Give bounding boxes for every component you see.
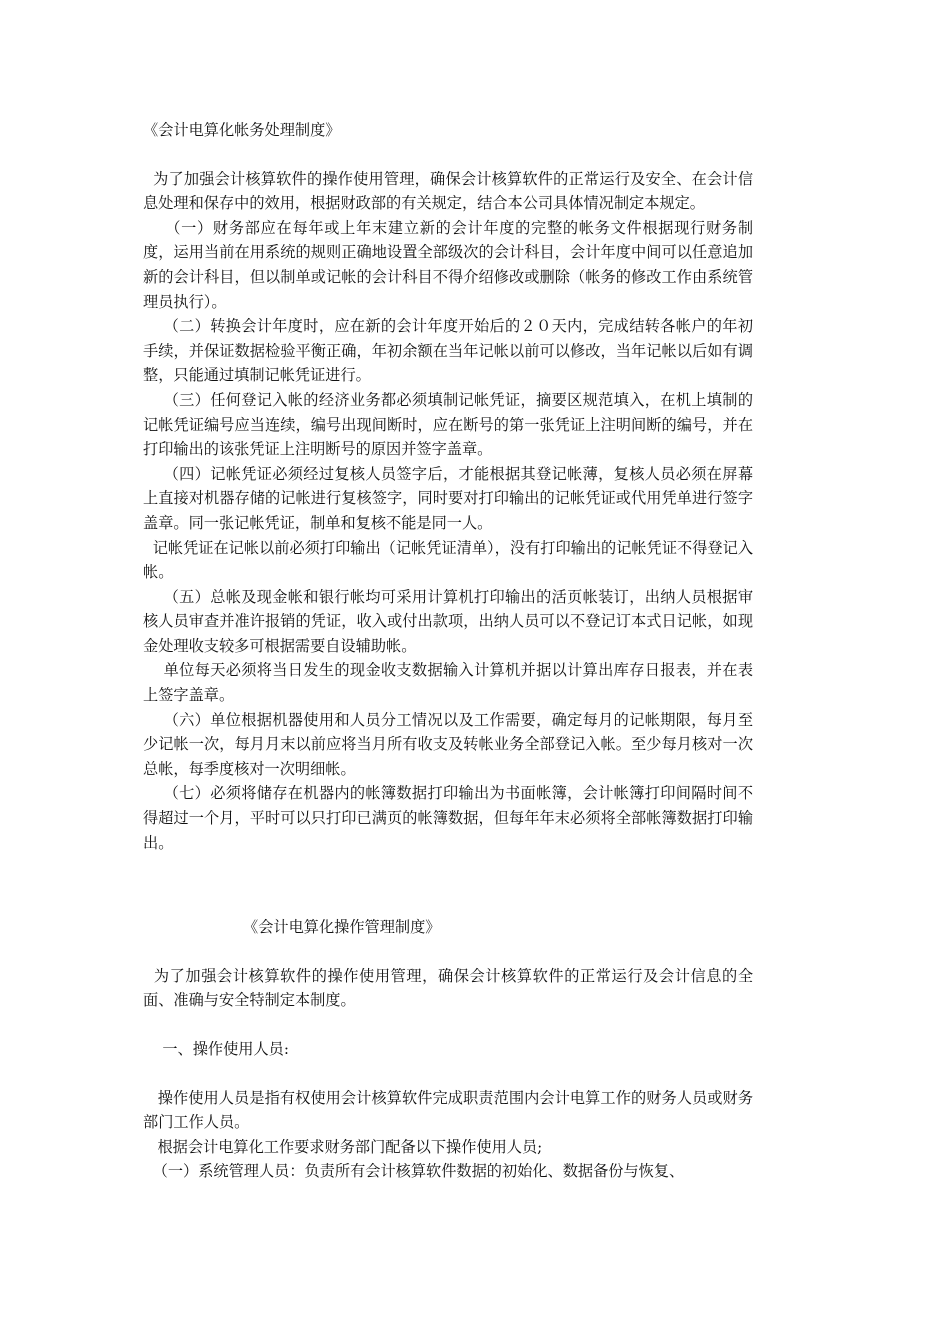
doc1-paragraph: （六）单位根据机器使用和人员分工情况以及工作需要，确定每月的记帐期限，每月至少记帐一次，每月月末以前应将当月所有收支及转帐业务全部登记入帐。至少每月核对一次总帐，每季度核对一次明细帐。 <box>143 710 754 778</box>
doc2-paragraph: 操作使用人员是指有权使用会计核算软件完成职责范围内会计电算工作的财务人员或财务部门工作人员。 <box>143 1088 753 1132</box>
doc1-title: 《会计电算化帐务处理制度》 <box>143 121 341 139</box>
doc2-section-heading: 一、操作使用人员: <box>143 1040 289 1058</box>
doc1-paragraph: 单位每天必须将当日发生的现金收支数据输入计算机并据以计算出库存日报表，并在表上签字盖章。 <box>143 661 754 705</box>
doc1-paragraph: （七）必须将储存在机器内的帐簿数据打印输出为书面帐簿，会计帐簿打印间隔时间不得超过一个月，平时可以只打印已满页的帐簿数据，但每年年末必须将全部帐簿数据打印输出。 <box>143 784 754 852</box>
doc1-paragraph: （三）任何登记入帐的经济业务都必须填制记帐凭证，摘要区规范填入，在机上填制的记帐凭证编号应当连续，编号出现间断时，应在断号的第一张凭证上注明间断的编号，并在打印输出的该张凭证上注明断号的原因并签字盖章。 <box>143 390 754 459</box>
doc1-paragraph: 为了加强会计核算软件的操作使用管理，确保会计核算软件的正常运行及安全、在会计信息处理和保存中的效用，根据财政部的有关规定，结合本公司具体情况制定本规定。 <box>143 169 754 213</box>
doc1-paragraph: 记帐凭证在记帐以前必须打印输出（记帐凭证清单），没有打印输出的记帐凭证不得登记入帐。 <box>143 538 754 582</box>
doc1-paragraph: （一）财务部应在每年或上年末建立新的会计年度的完整的帐务文件根据现行财务制度，运用当前在用系统的规则正确地设置全部级次的会计科目，会计年度中间可以任意追加新的会计科目，但以制单或记帐的会计科目不得介绍修改或删除（帐务的修改工作由系统管理员执行）。 <box>143 218 753 311</box>
doc1-paragraph: （五）总帐及现金帐和银行帐均可采用计算机打印输出的活页帐装订，出纳人员根据审核人员审查并准许报销的凭证，收入或付出款项，出纳人员可以不登记订本式日记帐，如现金处理收支较多可根据需要自设辅助帐。 <box>143 587 754 655</box>
doc2-intro: 为了加强会计核算软件的操作使用管理，确保会计核算软件的正常运行及会计信息的全面、准确与安全特制定本制度。 <box>143 966 754 1010</box>
doc2-paragraph: （一）系统管理人员：负责所有会计核算软件数据的初始化、数据备份与恢复、 <box>143 1162 685 1181</box>
doc2-paragraph: 根据会计电算化工作要求财务部门配备以下操作使用人员; <box>143 1137 543 1156</box>
doc1-paragraph: （二）转换会计年度时，应在新的会计年度开始后的２０天内，完成结转各帐户的年初手续，并保证数据检验平衡正确，年初余额在当年记帐以前可以修改，当年记帐以后如有调整，只能通过填制记帐凭证进行。 <box>143 317 754 385</box>
doc2-title: 《会计电算化操作管理制度》 <box>243 918 441 937</box>
doc1-paragraph: （四）记帐凭证必须经过复核人员签字后，才能根据其登记帐薄，复核人员必须在屏幕上直接对机器存储的记帐进行复核签字，同时要对打印输出的记帐凭证或代用凭单进行签字盖章。同一张记帐凭证，制单和复核不能是同一人。 <box>143 464 754 532</box>
document-page <box>143 118 753 1184</box>
